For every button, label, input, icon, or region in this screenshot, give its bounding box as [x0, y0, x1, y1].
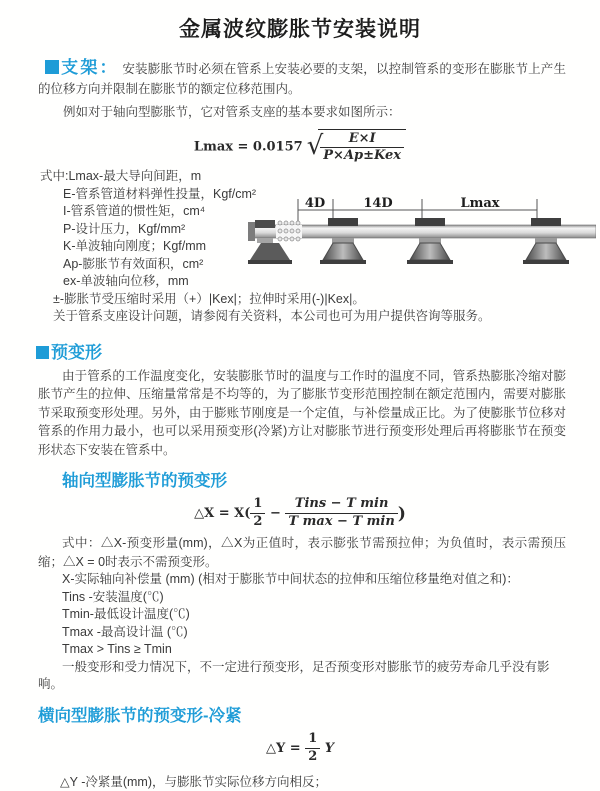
delta-y-rhs: Y	[324, 740, 335, 756]
frac-half-num: 1	[250, 497, 265, 514]
delta-x-formula	[0, 497, 600, 530]
axial-line: Tmax -最高设计温 (℃)	[62, 624, 188, 639]
variable-line: Ap-膨胀节有效面积，cm²	[63, 256, 204, 271]
page-title: 金属波纹膨胀节安装说明	[179, 18, 421, 41]
variable-list-intro: 式中:Lmax-最大导向间距，m	[40, 169, 202, 184]
radical-sign-icon: √	[306, 131, 324, 162]
support-intro-paragraph	[38, 58, 566, 99]
predeform-section-heading	[36, 338, 600, 363]
section-marker-icon	[45, 60, 59, 74]
minus-sign: −	[269, 506, 281, 522]
axial-line: Tmax > Tins ≥ Tmin	[62, 642, 172, 657]
variable-line: E-管系管道材料弹性投量，Kgf/cm²	[63, 186, 257, 201]
dim-label-14d: 14D	[363, 196, 393, 211]
frac-half-den: 2	[253, 514, 263, 530]
support-intro-text: 安装膨胀节时必须在管系上安装必要的支架，以控制管系的变形在膨胀节上产生的位移方向并限制在膨胀节的额定位移范围内。	[38, 62, 566, 96]
general-note-line: 一般变形和受力情况下，不一定进行预变形，足否预变形对膨胀节的疲劳寿命几乎没有影响。	[38, 659, 550, 692]
lmax-formula-denominator: P×Ap±Kex	[323, 148, 402, 164]
predeform-body-paragraph: 由于管系的工作温度变化，安装膨胀节时的温度与工作时的温度不同，管系热膨胀冷缩对膨胀节产生的拉伸、压缩量常常是不均等的，为了膨胀节变形范围控制在额定范围内，需要对膨胀节采取预变形处理。另外，由于膨账节刚度是一个定值，与补偿量成正比。为了使膨胀节位移对管系的作用力最小，也可以采用预变形(冷紧)方让对膨胀节进行预变形处理后再将膨胀节在预变形状态下安装在管系中。	[38, 368, 566, 457]
plus-minus-note: ±-膨胀节受压缩时采用（+）|Kex|；拉伸时采用(-)|Kex|。	[53, 291, 365, 306]
variable-line: I-管系管道的惯性矩，cm⁴	[63, 204, 206, 219]
axial-variable-lines	[38, 571, 566, 694]
support-section-heading: 支架：	[61, 58, 119, 77]
axial-subsection-heading: 轴向型膨胀节的预变形	[62, 472, 227, 491]
variable-line: P-设计压力，Kgf/mm²	[63, 221, 186, 236]
temp-frac-den: T max − T min	[288, 514, 395, 530]
dim-label-lmax: Lmax	[460, 196, 500, 211]
lateral-subsection-heading: 横向型膨胀节的预变形-冷紧	[38, 706, 242, 725]
delta-y-note-line: △Y -冷紧量(mm)，与膨胀节实际位移方向相反；	[60, 774, 328, 789]
variable-line: ex-单波轴向位移，mm	[63, 274, 189, 289]
lmax-formula	[0, 129, 600, 165]
variable-line: K-单波轴向刚度；Kgf/mm	[63, 239, 207, 254]
half-num: 1	[305, 732, 320, 749]
half-den: 2	[308, 748, 318, 764]
lmax-formula-lhs: Lmax = 0.0157	[193, 138, 303, 154]
pipe-support-diagram	[248, 192, 596, 288]
delta-y-lhs: △Y =	[265, 740, 306, 756]
service-note: 关于管系支座设计问题，请参阅有关资料，本公司也可为用户提供咨询等服务。	[53, 309, 491, 324]
predeform-heading-text: 预变形	[51, 342, 102, 362]
delta-x-explain-paragraph: 式中：△X-预变形量(mm)，△X为正值时，表示膨张节需预拉伸；为负值时，表示需预压缩；△X = 0时表示不需预变形。	[38, 536, 566, 569]
delta-x-lhs: △X = X(	[194, 506, 251, 522]
expansion-joint-bellows	[276, 221, 302, 241]
pipe-diagram-svg	[248, 192, 596, 288]
lmax-formula-numerator: E×I	[320, 132, 404, 149]
support-example-line: 例如对于轴向型膨胀节，它对管系支座的基本要求如图所示：	[63, 105, 401, 119]
axial-line: X-实际轴向补偿量 (mm) (相对于膨胀节中间状态的拉伸和压缩位移量绝对值之和)：	[62, 572, 519, 587]
axial-line: Tmin-最低设计温度(℃)	[62, 607, 190, 622]
section-marker-icon	[36, 346, 49, 359]
close-paren: )	[397, 504, 406, 525]
axial-line: Tins -安装温度(℃)	[62, 589, 164, 604]
dim-label-4d: 4D	[304, 196, 326, 211]
temp-frac-num: Tins − T min	[285, 497, 397, 514]
